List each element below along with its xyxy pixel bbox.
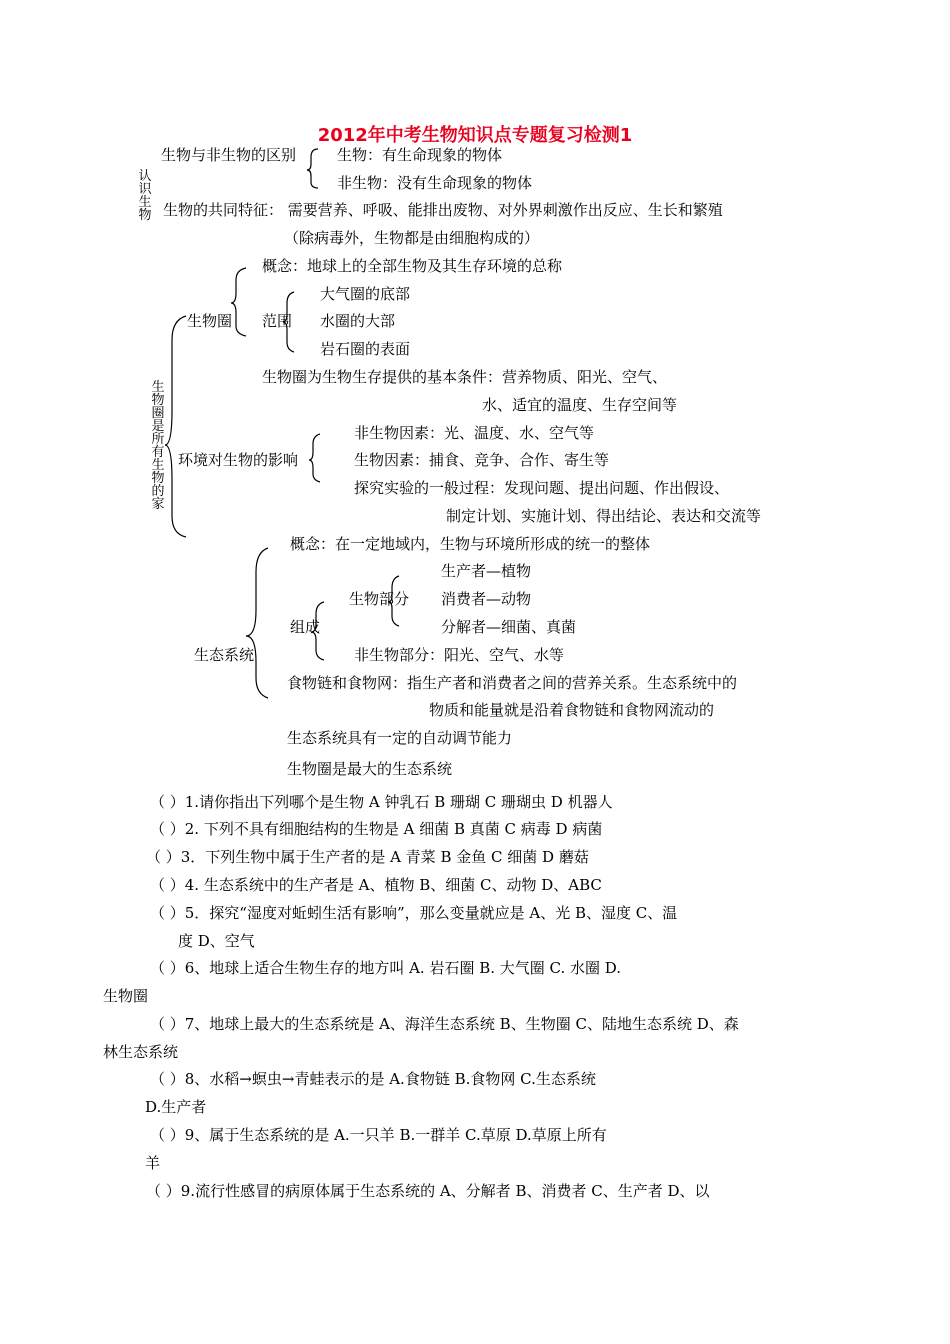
question-10: （ ）9.流行性感冒的病原体属于生态系统的 A、分解者 B、消费者 C、生产者 D、以 xyxy=(146,1182,710,1200)
basic-conditions-cont: 水、适宜的温度、生存空间等 xyxy=(482,396,678,414)
side-label-biosphere-home: 生物圈是所有生物的家 xyxy=(151,380,165,512)
cell-exception: （除病毒外，生物都是由细胞构成的） xyxy=(284,229,540,247)
question-8: （ ）8、水稻→螟虫→青蛙表示的是 A.食物链 B.食物网 C.生态系统 xyxy=(150,1070,596,1088)
abiotic-part: 非生物部分：阳光、空气、水等 xyxy=(354,646,565,664)
abiotic-factors: 非生物因素：光、温度、水、空气等 xyxy=(354,424,595,442)
brace-ecosystem xyxy=(246,548,268,698)
question-5-cont: 度 D、空气 xyxy=(178,932,255,950)
largest-ecosystem: 生物圈是最大的生态系统 xyxy=(287,760,453,778)
ecosystem-concept: 概念：在一定地域内，生物与环境所形成的统一的整体 xyxy=(290,535,651,553)
brace-biosphere-home xyxy=(165,316,186,537)
ecosystem-label: 生态系统 xyxy=(194,646,255,664)
biosphere-concept: 概念：地球上的全部生物及其生存环境的总称 xyxy=(262,257,563,275)
question-6: （ ）6、地球上适合生物生存的地方叫 A. 岩石圈 B. 大气圈 C. 水圈 D. xyxy=(150,959,622,977)
consumer-item: 消费者—动物 xyxy=(441,590,532,608)
decomposer-item: 分解者—细菌、真菌 xyxy=(441,618,577,636)
scope-middle: 水圈的大部 xyxy=(320,312,396,330)
environment-label: 环境对生物的影响 xyxy=(178,451,299,469)
self-regulation: 生态系统具有一定的自动调节能力 xyxy=(287,729,513,747)
basic-conditions: 生物圈为生物生存提供的基本条件：营养物质、阳光、空气、 xyxy=(262,368,668,386)
food-chain-text-cont: 物质和能量就是沿着食物链和食物网流动的 xyxy=(429,701,715,719)
question-4: （ ）4. 生态系统中的生产者是 A、植物 B、细菌 C、动物 D、ABC xyxy=(150,876,602,894)
biotic-part-label: 生物部分 xyxy=(349,590,410,608)
food-chain-text: 食物链和食物网：指生产者和消费者之间的营养关系。生态系统中的 xyxy=(287,674,738,692)
question-6-cont: 生物圈 xyxy=(103,987,149,1005)
page-title: 2012年中考生物知识点专题复习检测1 xyxy=(317,125,633,146)
distinction-label: 生物与非生物的区别 xyxy=(161,146,297,164)
side-label-recognize: 认识生物 xyxy=(138,169,152,223)
question-9: （ ）9、属于生态系统的是 A.一只羊 B.一群羊 C.草原 D.草原上所有 xyxy=(150,1126,607,1144)
brace-environment xyxy=(309,434,320,482)
nonliving-definition: 非生物：没有生命现象的物体 xyxy=(337,174,533,192)
question-8-cont: D.生产者 xyxy=(145,1098,207,1116)
common-traits: 生物的共同特征： 需要营养、呼吸、能排出废物、对外界刺激作出反应、生长和繁殖 xyxy=(163,201,723,219)
producer-item: 生产者—植物 xyxy=(441,562,532,580)
scope-lower: 岩石圈的表面 xyxy=(320,340,411,358)
composition-label: 组成 xyxy=(290,618,321,636)
question-7: （ ）7、地球上最大的生态系统是 A、海洋生态系统 B、生物圈 C、陆地生态系统 D、森 xyxy=(150,1015,739,1033)
question-5: （ ）5．探究“湿度对蚯蚓生活有影响”，那么变量就应是 A、光 B、湿度 C、温 xyxy=(150,904,678,922)
question-9-cont: 羊 xyxy=(145,1154,161,1172)
living-definition: 生物：有生命现象的物体 xyxy=(337,146,503,164)
biotic-factors: 生物因素：捕食、竞争、合作、寄生等 xyxy=(354,451,610,469)
experiment-process-cont: 制定计划、实施计划、得出结论、表达和交流等 xyxy=(446,507,762,525)
question-2: （ ）2. 下列不具有细胞结构的生物是 A 细菌 B 真菌 C 病毒 D 病菌 xyxy=(150,820,603,838)
question-3: （ ）3．下列生物中属于生产者的是 A 青菜 B 金鱼 C 细菌 D 蘑菇 xyxy=(146,848,589,866)
scope-upper: 大气圈的底部 xyxy=(320,285,411,303)
brace-biosphere xyxy=(231,268,246,336)
biosphere-label: 生物圈 xyxy=(187,312,233,330)
question-7-cont: 林生态系统 xyxy=(103,1043,179,1061)
scope-label: 范围 xyxy=(262,312,293,330)
brace-living xyxy=(307,149,318,188)
question-1: （ ）1.请你指出下列哪个是生物 A 钟乳石 B 珊瑚 C 珊瑚虫 D 机器人 xyxy=(150,793,613,811)
experiment-process: 探究实验的一般过程：发现问题、提出问题、作出假设、 xyxy=(354,479,730,497)
